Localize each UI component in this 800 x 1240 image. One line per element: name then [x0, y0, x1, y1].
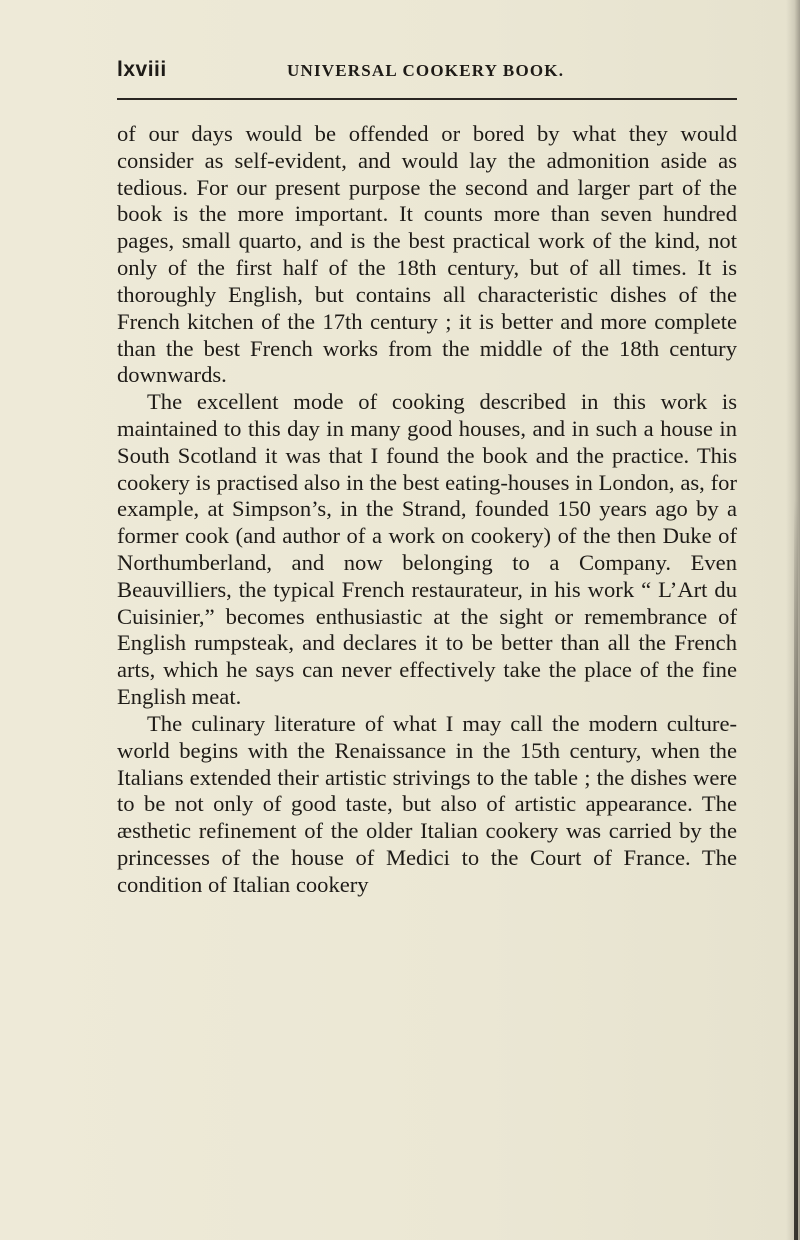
body-text — [117, 121, 737, 899]
header-rule — [117, 98, 737, 100]
running-head — [117, 58, 745, 88]
paragraph: The excellent mode of cooking described in this work is maintained to this day in many good houses, and in such a house in South Scotland it was that I found the book and the practice. This cookery is practised also in the best eating-houses in London, as, for example, at Simpson’s, in the Strand, founded 150 years ago by a former cook (and author of a work on cookery) of the then Duke of Northumberland, and now belonging to a Company. Even Beauvilliers, the typical French restaurateur, in his work “ L’Art du Cuisinier,” becomes enthusiastic at the sight or remembrance of English rumpsteak, and declares it to be better than all the French arts, which he says can never effectively take the place of the fine English meat. — [117, 389, 737, 710]
running-title: UNIVERSAL COOKERY BOOK. — [287, 61, 565, 80]
page-number: lxviii — [117, 58, 167, 81]
page-edge-marks — [794, 500, 798, 1240]
paragraph: The culinary literature of what I may call the modern culture-world begins with the Renaissance in the 15th century, when the Italians extended their artistic strivings to the table ; the dishes were to be not only of good taste, but also of artistic appearance. The æsthetic refinement of the older Italian cookery was carried by the princesses of the house of Medici to the Court of France. The condition of Italian cookery — [117, 710, 737, 897]
paragraph: of our days would be offended or bored by what they would consider as self-evident, and would lay the admonition aside as tedious. For our present purpose the second and larger part of the book is the more important. It counts more than seven hundred pages, small quarto, and is the best practical work of the kind, not only of the first half of the 18th century, but of all times. It is thoroughly English, but contains all characteristic dishes of the French kitchen of the 17th century ; it is better and more complete than the best French works from the middle of the 18th century downwards. — [117, 121, 737, 388]
